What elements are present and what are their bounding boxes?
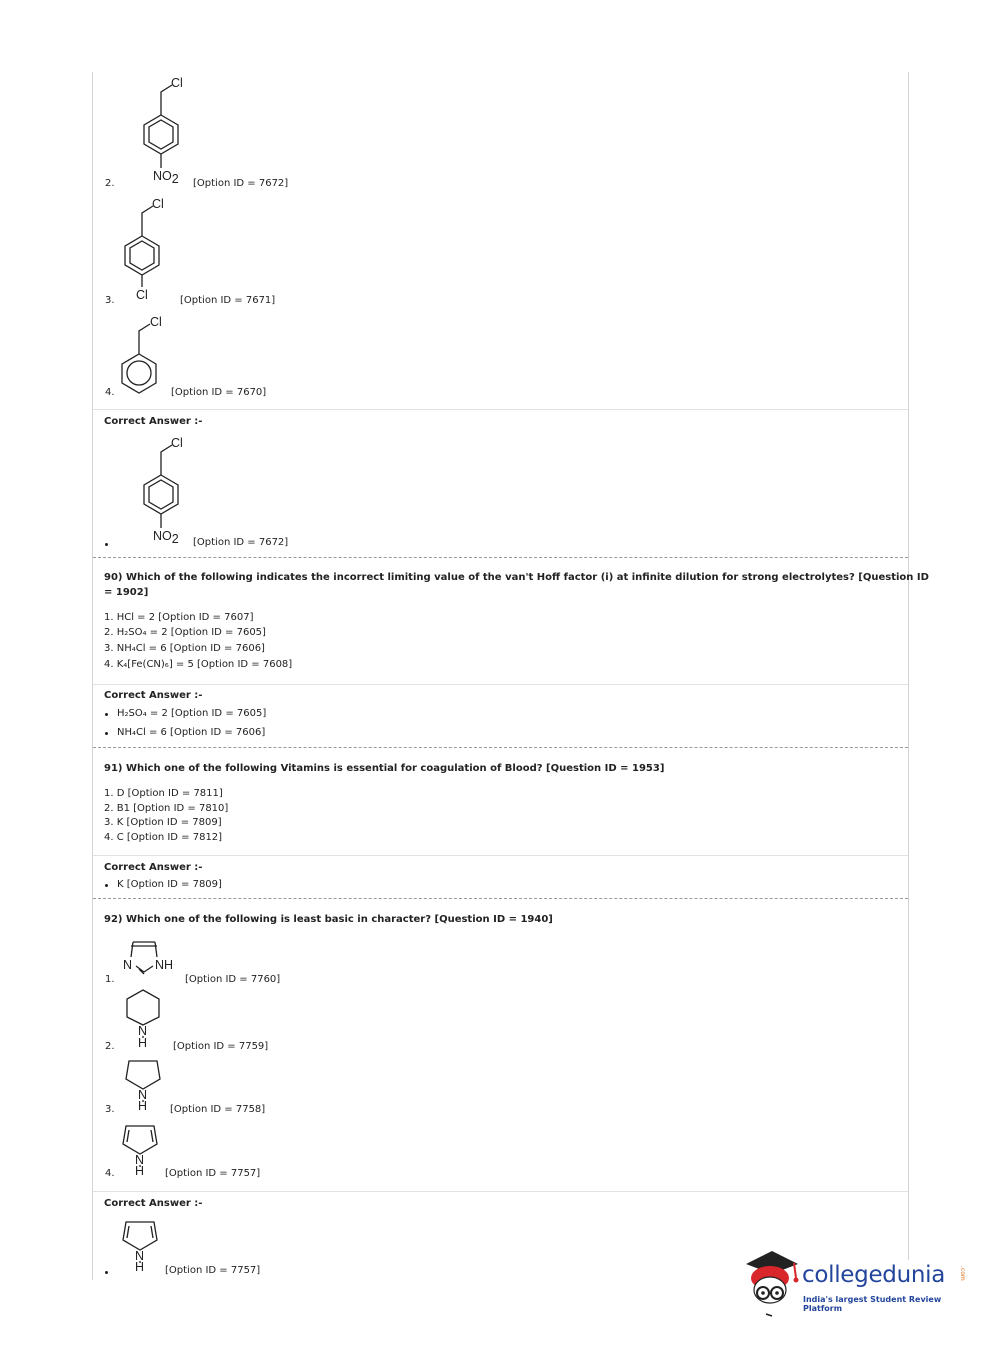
brand-domain: .com — [959, 1266, 966, 1281]
structure-p-nitrobenzyl-chloride — [125, 432, 205, 546]
option-id: [Option ID = 7760] — [185, 974, 281, 985]
correct-answer-item: K [Option ID = 7809] — [117, 879, 222, 890]
option-number: 4. — [105, 387, 115, 398]
divider — [93, 1191, 908, 1192]
chlorine-label: Cl — [171, 436, 183, 450]
question-separator — [93, 747, 908, 748]
option-item: 4. K₄[Fe(CN)₆] = 5 [Option ID = 7608] — [104, 659, 293, 670]
nitrogen-label: N — [138, 1024, 148, 1038]
option-number: 2. — [105, 178, 115, 189]
divider — [93, 409, 908, 410]
question-title-continued: = 1902] — [104, 587, 149, 598]
bullet — [105, 713, 108, 716]
option-id: [Option ID = 7758] — [170, 1104, 266, 1115]
hydrogen-label: H — [138, 1099, 148, 1113]
option-id: [Option ID = 7672] — [193, 537, 289, 548]
nh-label: NH — [155, 958, 174, 972]
chlorine-label: Cl — [150, 315, 162, 329]
brand-name: collegedunia — [802, 1262, 946, 1288]
nitrogen-label: N — [123, 958, 133, 972]
nitrogen-label: N — [138, 1088, 148, 1102]
option-item: 1. HCl = 2 [Option ID = 7607] — [104, 612, 254, 623]
correct-answer-label: Correct Answer :- — [104, 1198, 203, 1209]
option-number: 4. — [105, 1168, 115, 1179]
structure-benzyl-chloride — [105, 311, 185, 397]
page-border-left — [92, 72, 93, 1280]
option-item: 4. C [Option ID = 7812] — [104, 832, 223, 843]
nitro-label: NO2 — [153, 529, 179, 546]
correct-answer-item: NH₄Cl = 6 [Option ID = 7606] — [117, 727, 266, 738]
structure-pyrrolidine — [118, 1055, 168, 1111]
question-title: 90) Which of the following indicates the incorrect limiting value of the van't Hoff factor (i) at infinite dilution for strong electrolytes? [Question ID — [104, 572, 929, 583]
bullet — [105, 543, 108, 546]
divider — [93, 855, 908, 856]
chlorine-label: Cl — [136, 288, 148, 302]
option-number: 2. — [105, 1041, 115, 1052]
structure-imidazole — [118, 938, 188, 978]
chlorine-label: Cl — [171, 76, 183, 90]
structure-pyrrole — [116, 1120, 166, 1176]
hydrogen-label: H — [135, 1260, 145, 1274]
option-id: [Option ID = 7757] — [165, 1168, 261, 1179]
hydrogen-label: H — [135, 1164, 145, 1178]
structure-piperidine — [118, 985, 168, 1049]
option-number: 3. — [105, 295, 115, 306]
hydrogen-label: H — [138, 1036, 148, 1050]
nitro-label: NO2 — [153, 169, 179, 186]
chlorine-label: Cl — [152, 197, 164, 211]
correct-answer-label: Correct Answer :- — [104, 416, 203, 427]
option-item: 1. D [Option ID = 7811] — [104, 788, 223, 799]
correct-answer-item: H₂SO₄ = 2 [Option ID = 7605] — [117, 708, 267, 719]
bullet — [105, 732, 108, 735]
collegedunia-logo[interactable] — [742, 1248, 968, 1318]
brand-tagline: India's largest Student Review Platform — [803, 1295, 942, 1313]
structure-p-nitrobenzyl-chloride — [125, 72, 205, 186]
divider — [93, 684, 908, 685]
option-item: 3. K [Option ID = 7809] — [104, 817, 222, 828]
option-item: 2. B1 [Option ID = 7810] — [104, 803, 229, 814]
question-separator — [93, 557, 908, 558]
bullet — [105, 1271, 108, 1274]
correct-answer-label: Correct Answer :- — [104, 862, 203, 873]
mascot-icon — [742, 1248, 802, 1318]
option-id: [Option ID = 7671] — [180, 295, 276, 306]
option-id: [Option ID = 7672] — [193, 178, 289, 189]
option-id: [Option ID = 7757] — [165, 1265, 261, 1276]
option-item: 3. NH₄Cl = 6 [Option ID = 7606] — [104, 643, 265, 654]
question-title: 92) Which one of the following is least basic in character? [Question ID = 1940] — [104, 914, 553, 925]
question-title: 91) Which one of the following Vitamins is essential for coagulation of Blood? [Question ID = 1953] — [104, 763, 665, 774]
option-number: 3. — [105, 1104, 115, 1115]
question-separator — [93, 898, 908, 899]
option-item: 2. H₂SO₄ = 2 [Option ID = 7605] — [104, 627, 266, 638]
nitrogen-label: N — [135, 1249, 145, 1263]
option-number: 1. — [105, 974, 115, 985]
bullet — [105, 884, 108, 887]
option-id: [Option ID = 7670] — [171, 387, 267, 398]
structure-pyrrole — [116, 1216, 166, 1272]
option-id: [Option ID = 7759] — [173, 1041, 269, 1052]
structure-p-chlorobenzyl-chloride — [110, 193, 190, 303]
page-border-right — [908, 72, 909, 1260]
nitrogen-label: N — [135, 1153, 145, 1167]
correct-answer-label: Correct Answer :- — [104, 690, 203, 701]
